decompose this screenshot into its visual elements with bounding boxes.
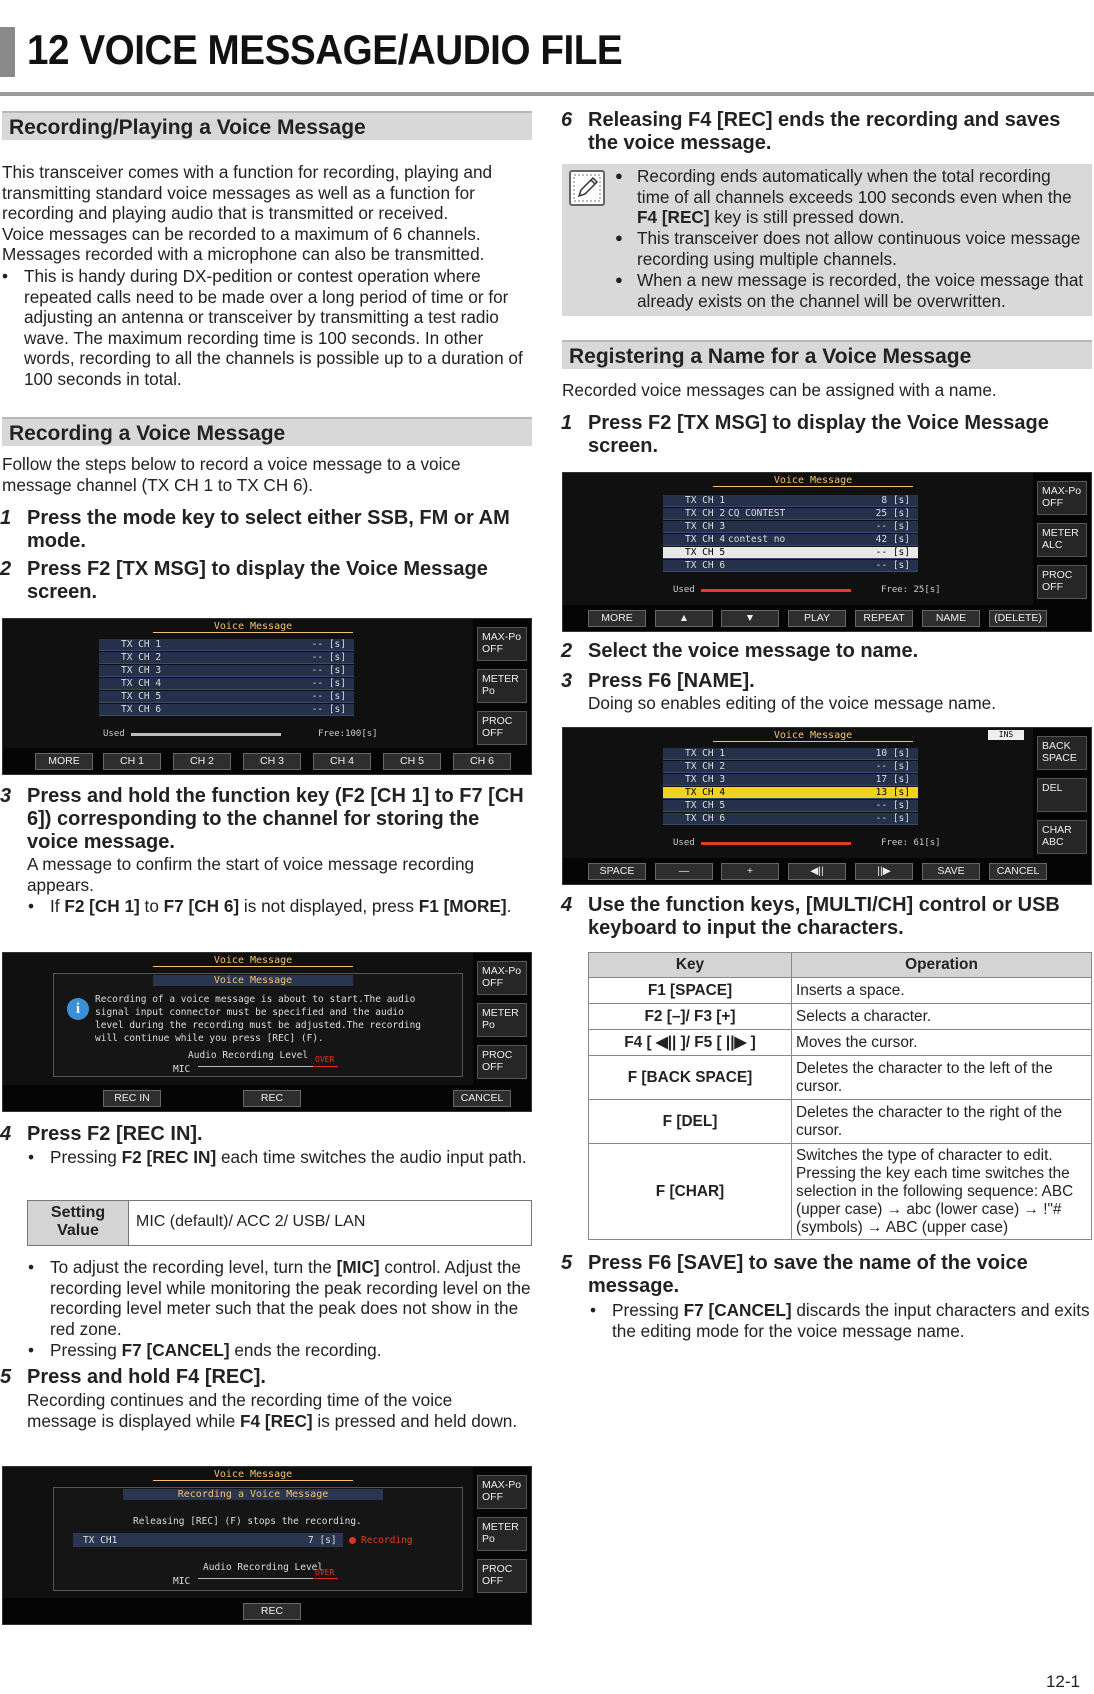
level-meter-red-zone [313,1066,338,1067]
used-bar [131,733,281,736]
section-heading-recording-playing: Recording/Playing a Voice Message [2,111,532,140]
setting-value-label: Setting Value [28,1201,129,1245]
meter-softkey[interactable]: METER Po [477,1517,527,1551]
proc-softkey[interactable]: PROC OFF [1037,565,1087,599]
meter-softkey[interactable]: METER ALC [1037,523,1087,557]
paragraph: Recorded voice messages can be assigned with a name. [562,380,997,400]
del-softkey[interactable]: DEL [1037,778,1087,812]
channel-label: TX CH 4 [685,534,726,545]
dialog-title: Recording a Voice Message [123,1489,383,1500]
table-row [589,978,1092,1004]
screen-title: Voice Message [153,955,353,967]
screen-title: Voice Message [153,621,353,633]
step-3: 3 Press F6 [NAME]. [561,670,755,692]
channel-row[interactable] [663,508,918,520]
fkey-cancel[interactable]: CANCEL [453,1090,511,1107]
channel-label: TX CH 2 [685,508,726,519]
fkey-ch5[interactable]: CH 5 [383,753,441,770]
level-meter [198,1066,313,1067]
back-space-softkey[interactable]: BACK SPACE [1037,736,1087,770]
dialog-message: Recording of a voice message is about to start.The audio signal input connector must be specified and the audio level during the recording must be adjusted.The recording will continue while you press [REC] (F). [95,994,422,1044]
channel-label: TX CH 5 [685,547,726,558]
operation-cell: Switches the type of character to edit. Pressing the key each time switches the selection in the following sequence: ABC (upper case) → abc (lower case) → !"# (symbols) → ABC (upper case) [792,1144,1092,1240]
fkey-rec-in[interactable]: REC IN [103,1090,161,1107]
channel-duration: -- [s] [875,813,910,824]
operation-cell: Selects a character. [792,1004,1092,1030]
channel-label: TX CH 5 [121,691,162,702]
fkey-rec[interactable]: REC [243,1090,301,1107]
free-label: Free: 25[s] [881,585,941,595]
fkey-play[interactable]: PLAY [788,610,846,627]
key-cell: F [DEL] [589,1100,792,1144]
free-label: Free: 61[s] [881,838,941,848]
channel-row[interactable] [99,639,354,651]
section-heading-recording: Recording a Voice Message [2,417,532,446]
channel-row[interactable] [663,813,918,825]
channel-name: CQ CONTEST [728,508,786,519]
step-4: 4 Press F2 [REC IN]. [0,1123,203,1145]
channel-duration: -- [s] [311,639,346,650]
fkey-ch2[interactable]: CH 2 [173,753,231,770]
chapter-title: 12 VOICE MESSAGE/AUDIO FILE [27,26,623,73]
free-label: Free:100[s] [318,729,378,739]
note-item: ● When a new message is recorded, the voice message that already exists on the channel will be overwritten. [615,270,1084,311]
max-po-softkey[interactable]: MAX-Po OFF [477,1475,527,1509]
step-5: 5 Press and hold F4 [REC]. [0,1366,266,1388]
channel-label: TX CH 3 [121,665,162,676]
proc-softkey[interactable]: PROC OFF [477,711,527,745]
step-5: 5 Press F6 [SAVE] to save the name of the voice message. [561,1252,1028,1297]
channel-duration: 13 [s] [875,787,910,798]
channel-label: TX CH 4 [121,678,162,689]
record-time: 7 [s] [308,1535,337,1546]
channel-duration: 8 [s] [881,495,910,506]
fkey-ch3[interactable]: CH 3 [243,753,301,770]
name-edit-screen [562,727,1092,885]
fkey-delete[interactable]: (DELETE) [989,610,1047,627]
channel-row[interactable] [99,652,354,664]
fkey-cursor-right[interactable]: ||▶ [855,863,913,880]
screen-title: Voice Message [153,1469,353,1481]
channel-duration: 42 [s] [875,534,910,545]
table-row [589,1004,1092,1030]
function-key-bar [3,748,531,774]
recording-progress-screen [2,1466,532,1625]
table-row [589,1144,1092,1240]
channel-label: TX CH 3 [685,774,726,785]
fkey-save[interactable]: SAVE [922,863,980,880]
channel-row[interactable] [663,774,918,786]
function-key-bar [563,858,1091,884]
channel-row[interactable] [99,704,354,716]
channel-duration: -- [s] [311,652,346,663]
channel-duration: -- [s] [875,547,910,558]
fkey-rec[interactable]: REC [243,1603,301,1620]
over-label: OVER [315,1568,335,1577]
recording-confirm-screen [2,952,532,1112]
function-key-bar [3,1598,531,1624]
level-label: Audio Recording Level [203,1562,324,1573]
table-header-key: Key [589,953,792,978]
table-row [589,1056,1092,1100]
level-meter [198,1578,313,1579]
channel-row[interactable] [663,547,918,559]
channel-row[interactable] [663,560,918,572]
channel-duration: -- [s] [875,560,910,571]
fkey-ch1[interactable]: CH 1 [103,753,161,770]
channel-row[interactable] [663,748,918,760]
bullet-item: • To adjust the recording level, turn the [MIC] control. Adjust the recording level while monitoring the peak recording level on the recording level meter such that the peak does not show in the red zone. [28,1257,531,1339]
fkey-minus[interactable]: — [655,863,713,880]
table-row [589,1030,1092,1056]
proc-softkey[interactable]: PROC OFF [477,1559,527,1593]
step-1: 1 Press the mode key to select either SSB, FM or AM mode. [0,507,510,552]
key-cell: F [BACK SPACE] [589,1056,792,1100]
info-icon: i [67,998,89,1020]
note-item: ● Recording ends automatically when the total recording time of all channels exceeds 100 seconds even when the F4 [REC] key is still pressed down. [615,166,1072,228]
channel-label: TX CH 6 [121,704,162,715]
step-2: 2 Press F2 [TX MSG] to display the Voice Message screen. [0,558,488,603]
max-po-softkey[interactable]: MAX-Po OFF [1037,481,1087,515]
screen-title: Voice Message [713,730,913,742]
channel-label: TX CH 1 [121,639,162,650]
key-cell: F4 [ ◀|| ]/ F5 [ ||▶ ] [589,1030,792,1056]
bullet-item: • This is handy during DX-pedition or contest operation where repeated calls need to be made over a long period of time or for adjusting an antenna or transceiver by transmitting a test radio wave. The maximum recording time is 100 seconds. In other words, recording to all the channels is possible up to a duration of 100 seconds in total. [2,266,523,389]
dialog-message: Releasing [REC] (F) stops the recording. [133,1516,362,1527]
fkey-ch4[interactable]: CH 4 [313,753,371,770]
step-3-desc: A message to confirm the start of voice message recording appears. [27,854,475,895]
bullet-item: • If F2 [CH 1] to F7 [CH 6] is not displayed, press F1 [MORE]. [28,896,512,916]
channel-label: TX CH 6 [685,813,726,824]
channel-duration: -- [s] [311,678,346,689]
channel-row[interactable] [663,534,918,546]
fkey-name[interactable]: NAME [922,610,980,627]
channel-name: contest no [728,534,786,545]
channel-row[interactable] [663,521,918,533]
channel-row[interactable] [99,665,354,677]
channel-duration: -- [s] [875,761,910,772]
fkey-repeat[interactable]: REPEAT [855,610,913,627]
operation-cell: Deletes the character to the right of the cursor. [792,1100,1092,1144]
max-po-softkey[interactable]: MAX-Po OFF [477,627,527,661]
used-label: Used [673,838,695,848]
step-3-desc: Doing so enables editing of the voice message name. [588,693,996,713]
fkey-down[interactable]: ▼ [721,610,779,627]
chapter-rule [0,92,1094,96]
used-bar [701,842,851,845]
proc-softkey[interactable]: PROC OFF [477,1045,527,1079]
bullet-item: • Pressing F7 [CANCEL] discards the input characters and exits the editing mode for the voice message name. [590,1300,1090,1341]
used-label: Used [673,585,695,595]
key-operation-table [588,952,1092,1240]
channel-label: TX CH 3 [685,521,726,532]
step-3: 3 Press and hold the function key (F2 [CH 1] to F7 [CH 6]) corresponding to the channel for storing the voice message. [0,785,524,853]
channel-row[interactable] [663,787,918,799]
used-bar [701,589,851,592]
step-4: 4 Use the function keys, [MULTI/CH] control or USB keyboard to input the characters. [561,894,1060,939]
channel-duration: 25 [s] [875,508,910,519]
fkey-ch6[interactable]: CH 6 [453,753,511,770]
fkey-cursor-left[interactable]: ◀|| [788,863,846,880]
fkey-up[interactable]: ▲ [655,610,713,627]
over-label: OVER [315,1055,335,1064]
voice-message-list-screen [562,472,1092,632]
channel-duration: -- [s] [875,521,910,532]
recording-dot-icon [349,1537,356,1544]
step-2: 2 Select the voice message to name. [561,640,919,662]
recording-label: Recording [361,1535,413,1546]
operation-cell: Deletes the character to the left of the cursor. [792,1056,1092,1100]
channel-duration: 17 [s] [875,774,910,785]
channel-label: TX CH 1 [685,748,726,759]
step-6: 6 Releasing F4 [REC] ends the recording and saves the voice message. [561,109,1061,154]
page-number: 12-1 [1045,1672,1080,1691]
section-heading-registering-name: Registering a Name for a Voice Message [562,340,1092,369]
channel-duration: -- [s] [311,691,346,702]
channel-row[interactable] [663,800,918,812]
operation-cell: Inserts a space. [792,978,1092,1004]
channel-duration: 10 [s] [875,748,910,759]
channel-row[interactable] [663,761,918,773]
channel-row[interactable] [99,691,354,703]
channel-duration: -- [s] [875,800,910,811]
channel-duration: -- [s] [311,704,346,715]
insert-mode-badge: INS [988,730,1024,740]
dialog-title: Voice Message [153,975,353,986]
char-softkey[interactable]: CHAR ABC [1037,820,1087,854]
channel-label: TX CH 2 [121,652,162,663]
channel-label: TX CH 1 [685,495,726,506]
setting-value-table [27,1200,532,1246]
operation-cell: Moves the cursor. [792,1030,1092,1056]
channel-label: TX CH 4 [685,787,726,798]
fkey-space[interactable]: SPACE [588,863,646,880]
mic-label: MIC [173,1576,191,1587]
max-po-softkey[interactable]: MAX-Po OFF [477,961,527,995]
channel-label: TX CH 5 [685,800,726,811]
step-5-desc: Recording continues and the recording time of the voice message is displayed while F4 [REC] is pressed and held down. [27,1390,518,1431]
pencil-note-icon [569,170,605,206]
table-header-operation: Operation [792,953,1092,978]
channel-label: TX CH 6 [685,560,726,571]
channel-label: TX CH1 [83,1535,118,1546]
note-item: ● This transceiver does not allow continuous voice message recording using multiple channels. [615,228,1081,269]
fkey-cancel[interactable]: CANCEL [989,863,1047,880]
meter-softkey[interactable]: METER Po [477,669,527,703]
chapter-bar [0,27,15,77]
key-cell: F1 [SPACE] [589,978,792,1004]
channel-duration: -- [s] [311,665,346,676]
used-label: Used [103,729,125,739]
channel-label: TX CH 2 [685,761,726,772]
setting-value-options: MIC (default)/ ACC 2/ USB/ LAN [136,1213,366,1230]
note-box [562,164,1092,316]
key-cell: F [CHAR] [589,1144,792,1240]
bullet-item: • Pressing F2 [REC IN] each time switches the audio input path. [28,1147,527,1167]
voice-message-screen [2,618,532,775]
step-1: 1 Press F2 [TX MSG] to display the Voice Message screen. [561,412,1049,457]
channel-row[interactable] [663,495,918,507]
table-row [589,1100,1092,1144]
mic-label: MIC [173,1064,191,1075]
key-cell: F2 [–]/ F3 [+] [589,1004,792,1030]
paragraph: This transceiver comes with a function for recording, playing and transmitting standard voice messages as well as a function for recording and playing audio that is transmitted or received. Voice messages can be recorded to a maximum of 6 channels. Messages recorded with a microphone can also be transmitted. [2,162,493,265]
meter-softkey[interactable]: METER Po [477,1003,527,1037]
channel-row[interactable] [99,678,354,690]
fkey-plus[interactable]: + [721,863,779,880]
function-key-bar [3,1085,531,1111]
bullet-item: • Pressing F7 [CANCEL] ends the recording. [28,1340,382,1360]
fkey-more[interactable]: MORE [588,610,646,627]
fkey-more[interactable]: MORE [35,753,93,770]
paragraph: Follow the steps below to record a voice message to a voice message channel (TX CH 1 to TX CH 6). [2,454,461,495]
level-label: Audio Recording Level [188,1050,309,1061]
screen-title: Voice Message [713,475,913,487]
function-key-bar [563,605,1091,631]
